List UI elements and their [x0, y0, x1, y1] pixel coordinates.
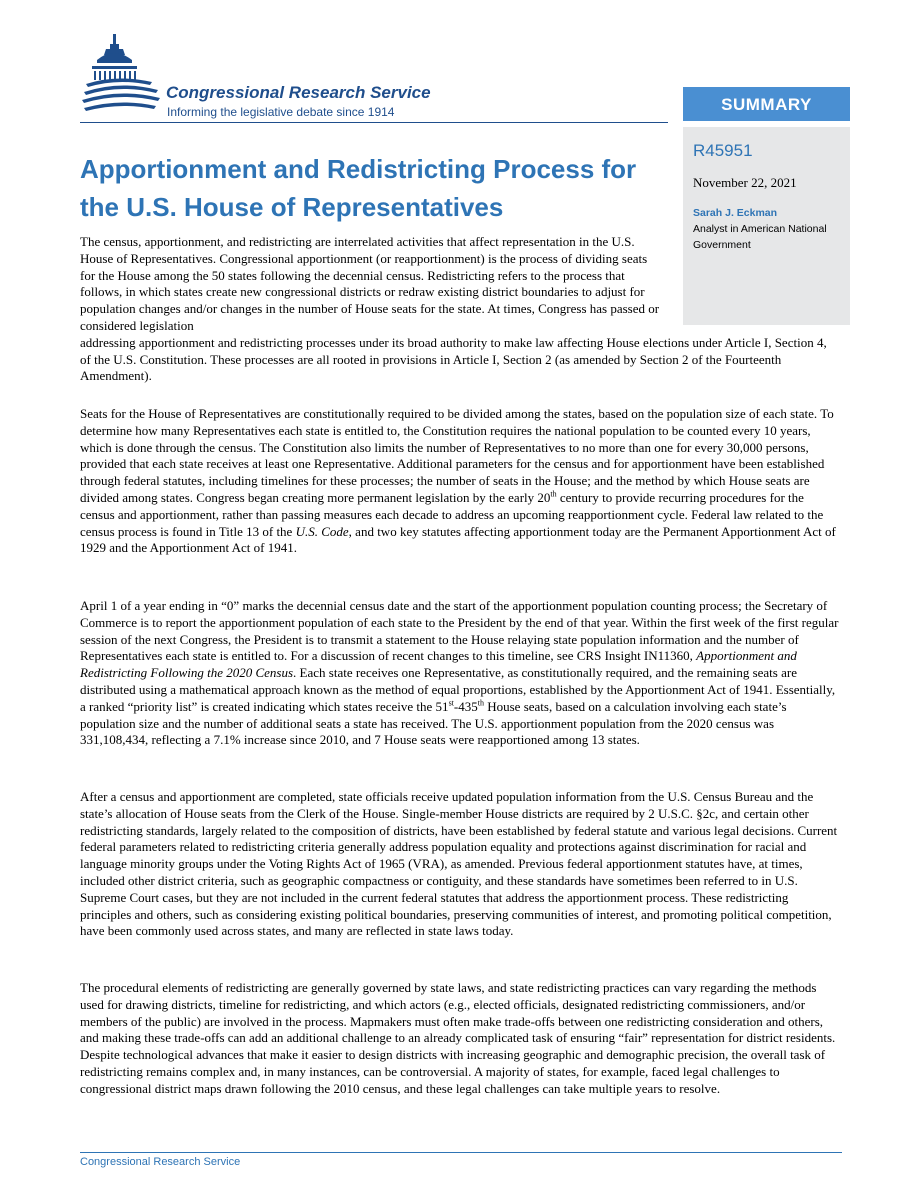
p2-text-b: century to provide recurring procedures for the census and apportionment, rather than passing measures each decade to address an upcoming reapportionment cycle. Federal law related to the census process is found in Title 13 of the [80, 489, 824, 539]
footer-divider [80, 1152, 842, 1153]
author-title: Analyst in American National Government [693, 223, 827, 251]
intro-text-narrow: The census, apportionment, and redistricting are interrelated activities that affect representation in the U.S. House of Representatives. Congressional apportionment (or reapportionment) is the process of dividing seats for the House among the 50 states following the decennial census. Redistricting refers to the process that follows, in which states create new congressional districts or redraw existing district boundaries to adjust for population changes and/or changes in the number of House seats for the state. At times, Congress has passed or considered legislation [80, 234, 660, 333]
intro-text-wide: addressing apportionment and redistricting processes under its broad authority to make law affecting House elections under Article I, Section 4, of the U.S. Constitution. These processes are all rooted in provisions in Article I, Section 2 (as amended by Section 2 of the Fourteenth Amendment). [80, 334, 827, 384]
paragraph-redistricting-standards: After a census and apportionment are completed, state officials receive updated population information from the U.S. Census Bureau and the state’s allocation of House seats from the Clerk of the House. Single-member House districts are required by 2 U.S.C. §2c, and certain other redistricting standards, largely related to the composition of districts, have been established by federal statute and various legal decisions. Current federal parameters related to redistricting criteria generally address population equality and protections against discrimination for racial and language minority groups under the Voting Rights Act of 1965 (VRA), as amended. Previous federal apportionment statutes have, at times, included other district criteria, such as geographic compactness or contiguity, and these standards have sometimes been referred to in U.S. Supreme Court cases, but they are not included in the current federal statutes that address the apportionment process. These redistricting principles and others, such as considering existing political boundaries, preserving communities of interest, and promoting political competition, have been commonly used across states, and many are reflected in state laws today. [80, 789, 838, 939]
paragraph-timeline [80, 598, 840, 749]
p3-superscript-th: th [477, 698, 484, 708]
org-tagline: Informing the legislative debate since 1914 [167, 105, 395, 119]
summary-tab: SUMMARY [683, 87, 850, 121]
p3-superscript-st: st [448, 698, 454, 708]
p2-superscript: th [550, 489, 557, 499]
p2-text-a: Seats for the House of Representatives are constitutionally required to be divided among the states, based on the population size of each state. To determine how many Representatives each state is entitled to, the Constitution requires the national population to be counted every 10 years, which is done through the census. The Constitution also limits the number of Representatives to no more than one for every 30,000 persons, provided that each state receives at least one Representative. Additional parameters for the census and for apportionment have been established through federal statutes, including timelines for these processes; the number of seats in the House; and the method by which House seats are divided among states. Congress began creating more permanent legislation by the early 20 [80, 406, 834, 505]
p3-text-c: -435 [453, 698, 478, 714]
header-divider [80, 122, 668, 123]
author-name: Sarah J. Eckman [693, 207, 778, 219]
title-line-2: the U.S. House of Representatives [80, 192, 504, 222]
paragraph-procedural-elements: The procedural elements of redistricting are generally governed by state laws, and state redistricting practices can vary regarding the methods used for drawing districts, timeline for redistricting, and which actors (e.g., elected officials, designated redistricting commissioners, and/or members of the public) are involved in the process. Mapmakers must often make trade-offs between one redistricting consideration and others, and making these trade-offs can add an additional challenge to an already complicated task of ensuring “fair” representation for district residents. Despite technological advances that make it easier to design districts with increasing geographic and demographic precision, the overall task of redistricting remains complex and, in many instances, can be controversial. A majority of states, for example, faced legal challenges to congressional district maps drawn following the 2010 census, and these legal challenges can take multiple years to resolve. [80, 980, 836, 1096]
footer-text: Congressional Research Service [80, 1156, 241, 1168]
intro-paragraph [80, 234, 840, 385]
p3-text-b: . Each state receives one Representative, as constitutionally required, and the remaining seats are distributed using a mathematical approach known as the method of equal proportions, established by the Apportionment Act of 1941. Essentially, a ranked “priority list” is created indicating which states receive the 51 [80, 665, 836, 714]
title-line-1: Apportionment and Redistricting Process for [80, 154, 637, 184]
report-number: R45951 [693, 141, 753, 160]
p2-italic-us-code: U.S. Code [295, 523, 349, 539]
paragraph-seats [80, 406, 840, 557]
capitol-dome-icon [80, 34, 160, 124]
crs-logo [80, 34, 680, 124]
page-title [80, 150, 670, 226]
p2-text-c: , and two key statutes affecting apportionment today are the Permanent Apportionment Act of 1929 and the Apportionment Act of 1941. [80, 523, 836, 556]
p3-text-a: April 1 of a year ending in “0” marks the decennial census date and the start of the apportionment population counting process; the Secretary of Commerce is to report the apportionment population of each state to the President by the end of that year. Within the first week of the first regular session of the next Congress, the President is to transmit a statement to the House relaying state population information and the number of Representatives each state is entitled to. For a discussion of recent changes to this timeline, see CRS Insight IN11360, [80, 598, 839, 664]
p3-italic-insight-title: Apportionment and Redistricting Following the 2020 Census [80, 648, 797, 681]
org-name: Congressional Research Service [166, 83, 431, 102]
report-date: November 22, 2021 [693, 175, 797, 190]
p3-text-d: House seats, based on a calculation involving each state’s population size and the number of additional seats a state has received. The U.S. apportionment population from the 2020 census was 331,108,434, reflecting a 7.1% increase since 2010, and 7 House seats were reapportioned among 13 states. [80, 698, 787, 748]
